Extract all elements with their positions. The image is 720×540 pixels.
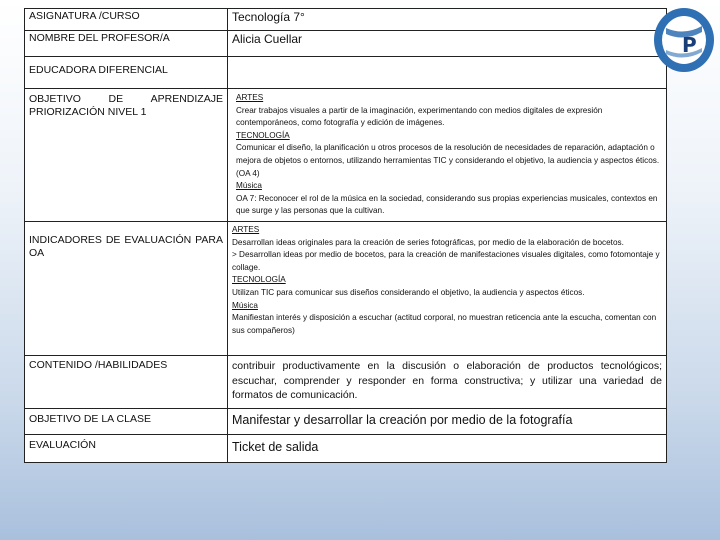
artes-heading: ARTES <box>236 93 264 102</box>
school-logo-icon <box>652 6 716 74</box>
row-evaluacion <box>25 435 667 463</box>
objetivo-label <box>25 89 228 222</box>
educadora-value <box>228 57 667 89</box>
row-profesor <box>25 31 667 57</box>
evaluacion-label: EVALUACIÓN <box>25 435 228 463</box>
ind-tecnologia-text: Utilizan TIC para comunicar sus diseños considerando el objetivo, la audiencia y aspectos éticos. <box>232 287 585 297</box>
educadora-label: EDUCADORA DIFERENCIAL <box>25 57 228 89</box>
profesor-label: NOMBRE DEL PROFESOR/A <box>25 31 228 57</box>
row-asignatura <box>25 9 667 31</box>
row-objetivo <box>25 89 667 222</box>
ind-artes-text1: Desarrollan ideas originales para la creación de series fotográficas, por medio de la elaboración de bocetos. <box>232 237 624 247</box>
contenido-label: CONTENIDO /HABILIDADES <box>25 356 228 409</box>
artes-text: Crear trabajos visuales a partir de la imaginación, experimentando con medios digitales de expresión contemporáneos, como fotografía y edición de imágenes. <box>236 105 603 128</box>
musica-text: OA 7: Reconocer el rol de la música en la sociedad, considerando sus propias experiencias musicales, contextos en que surge y las personas que la cultivan. <box>236 193 658 216</box>
ind-artes-text2: > Desarrollan ideas por medio de bocetos, para la creación de manifestaciones visuales digitales, como fotomontaje y collage. <box>232 250 660 272</box>
objetivo-label-line2: PRIORIZACIÓN NIVEL 1 <box>29 106 147 118</box>
objetivo-word: OBJETIVO <box>29 93 81 105</box>
logo-letter: P <box>682 33 697 57</box>
row-contenido <box>25 356 667 409</box>
profesor-value: Alicia Cuellar <box>228 31 667 57</box>
musica-heading: Música <box>236 181 262 191</box>
objetivo-clase-label: OBJETIVO DE LA CLASE <box>25 409 228 435</box>
evaluacion-value: Ticket de salida <box>228 435 667 463</box>
tecnologia-text: Comunicar el diseño, la planificación u otros procesos de la resolución de necesidades de reparación, adaptación o mejora de objetos o entornos, utilizando herramientas TIC y considerando el objetivo, la audiencia y aspectos éticos. (OA 4) <box>236 143 660 178</box>
row-indicadores <box>25 222 667 356</box>
de-word: DE <box>108 93 124 105</box>
asignatura-label: ASIGNATURA /CURSO <box>25 9 228 31</box>
asignatura-value: Tecnología 7° <box>228 9 667 31</box>
objetivo-label-line1 <box>29 93 223 106</box>
aprendizaje-word: APRENDIZAJE <box>150 93 223 105</box>
ind-musica-heading: Música <box>232 300 258 310</box>
ind-musica-text: Manifiestan interés y disposición a escuchar (actitud corporal, no muestran reticencia ante la escucha, comentan con sus compañeros) <box>232 313 657 335</box>
ind-artes-heading: ARTES <box>232 225 260 234</box>
objetivo-clase-value: Manifestar y desarrollar la creación por medio de la fotografía <box>228 409 667 435</box>
indicadores-label: INDICADORES DE EVALUACIÓN PARA OA <box>25 222 228 356</box>
objetivo-value <box>228 89 667 222</box>
planning-table-container <box>24 8 666 464</box>
row-objetivo-clase <box>25 409 667 435</box>
indicadores-value <box>228 222 667 356</box>
contenido-value: contribuir productivamente en la discusión o elaboración de productos tecnológicos; escuchar, comprender y responder en forma constructiva; y utilizar una variedad de formatos de comunicación. <box>228 356 667 409</box>
lesson-plan-table <box>24 8 667 463</box>
ind-tecnologia-heading: TECNOLOGÍA <box>232 275 286 285</box>
tecnologia-heading: TECNOLOGÍA <box>236 130 290 140</box>
row-educadora <box>25 57 667 89</box>
